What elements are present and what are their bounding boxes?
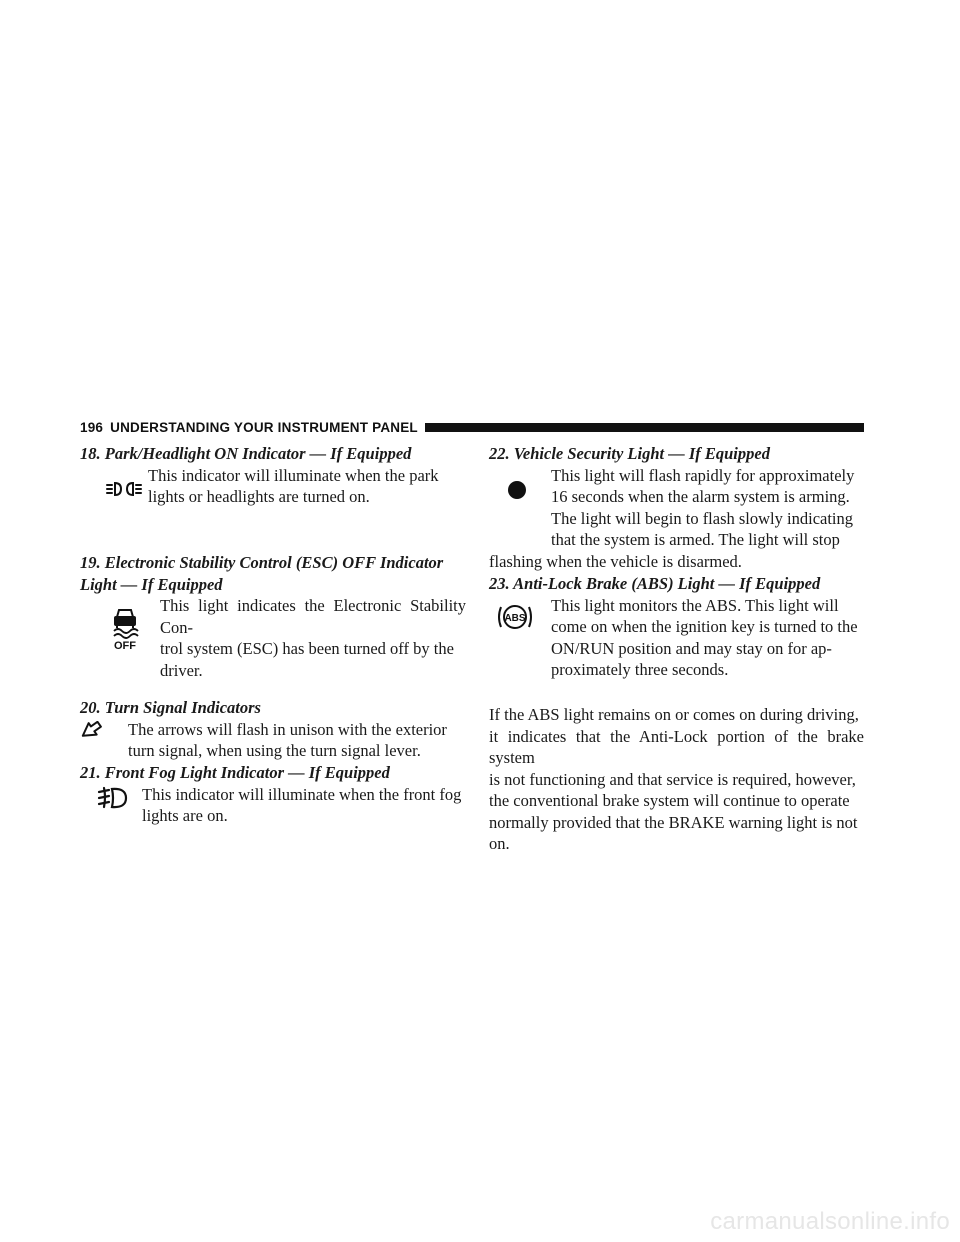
header-rule <box>425 423 864 432</box>
entry-body: The arrows will flash in unison with the exterior turn signal, when using the turn signal lever. <box>128 719 447 760</box>
entry-body: This indicator will illuminate when the park lights or headlights are turned on. <box>148 465 439 506</box>
left-column <box>80 443 466 827</box>
entry-front-fog <box>80 762 466 827</box>
entry-esc-off <box>80 552 466 697</box>
entry-body: This light will flash rapidly for approximately 16 seconds when the alarm system is arming. The light will begin to flash slowly indicating that the system is armed. The light will stop flashing when the vehicle is disarmed. <box>489 465 855 571</box>
abs-label: ABS <box>504 613 526 624</box>
watermark: carmanualsonline.info <box>710 1208 950 1235</box>
entry-body: This light indicates the Electronic Stability Con- trol system (ESC) has been turned off by the driver. <box>160 596 466 680</box>
esc-off-label: OFF <box>114 640 136 650</box>
entry-body: This indicator will illuminate when the front fog lights are on. <box>142 784 462 825</box>
entry-title: 19. Electronic Stability Control (ESC) OFF Indicator Light — If Equipped <box>80 553 444 594</box>
abs-icon <box>495 601 535 633</box>
security-light-icon <box>506 479 528 501</box>
entry-turn-signal <box>80 697 466 762</box>
right-column <box>489 443 864 855</box>
entry-title: 21. Front Fog Light Indicator — If Equipped <box>80 763 390 782</box>
entry-title: 23. Anti-Lock Brake (ABS) Light — If Equipped <box>489 574 821 593</box>
abs-paragraph: If the ABS light remains on or comes on during driving, it indicates that the Anti-Lock portion of the brake system is not functioning and that service is required, however, the conventional brake system will continue to operate normally provided that the BRAKE warning light is not on. <box>489 705 864 853</box>
esc-off-icon <box>110 606 140 650</box>
entry-title: 18. Park/Headlight ON Indicator — If Equipped <box>80 444 412 463</box>
section-title: UNDERSTANDING YOUR INSTRUMENT PANEL <box>110 419 418 435</box>
entry-body: This light monitors the ABS. This light will come on when the ignition key is turned to the ON/RUN position and may stay on for ap- proximately three seconds. <box>551 595 858 679</box>
entry-title: 20. Turn Signal Indicators <box>80 698 261 717</box>
front-fog-icon <box>97 786 129 810</box>
entry-park-headlight <box>80 443 466 552</box>
entry-abs <box>489 573 864 704</box>
turn-signal-icon <box>79 721 103 743</box>
page-header <box>80 419 864 435</box>
entry-vehicle-security <box>489 443 864 573</box>
page-number: 196 <box>80 419 104 435</box>
park-headlight-icon <box>106 480 142 498</box>
entry-title: 22. Vehicle Security Light — If Equipped <box>489 444 770 463</box>
